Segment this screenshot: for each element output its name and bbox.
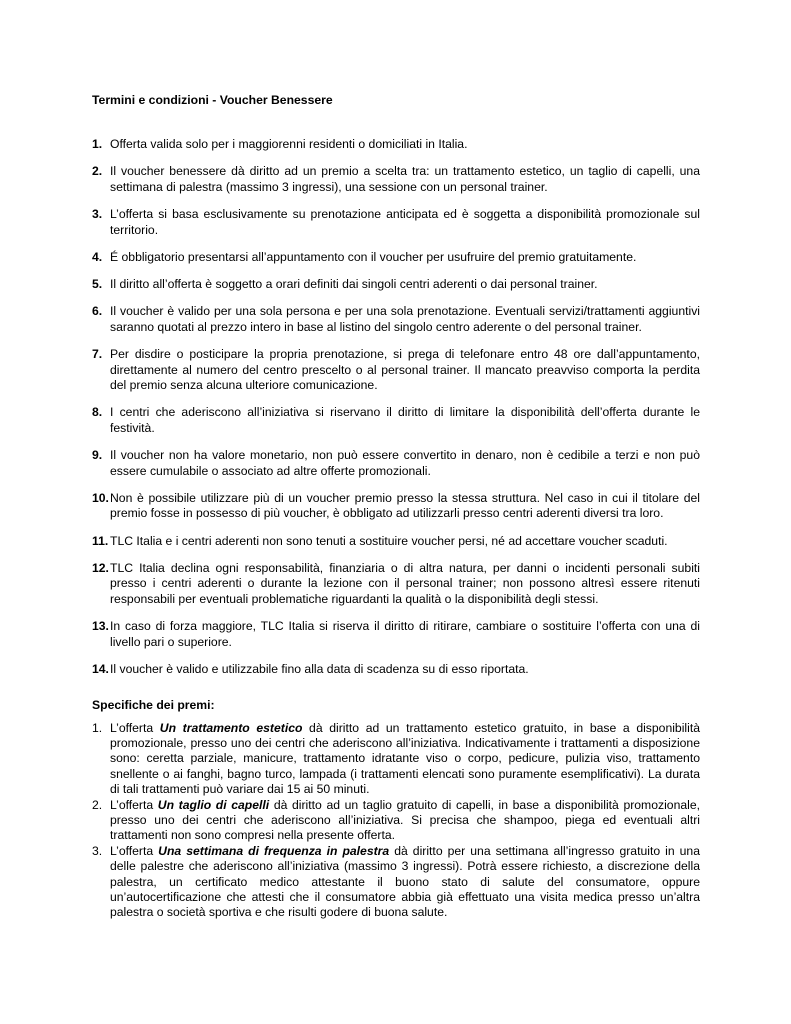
terms-list (92, 137, 700, 678)
document-title: Termini e condizioni - Voucher Benessere (92, 93, 333, 107)
term-number: 10. (92, 490, 109, 505)
term-number: 5. (92, 276, 103, 291)
term-number: 1. (92, 137, 103, 151)
term-number: 8. (92, 405, 103, 420)
term-number: 12. (92, 560, 109, 575)
spec-item (92, 798, 700, 844)
spec-text-post: dà diritto ad un taglio gratuito di capelli, in base a disponibilità promozionale, presso uno dei centri che aderiscono all’iniziativa. Si precisa che shampoo, piega ed eventuali altri trattamenti non sono compresi nella presente offerta. (110, 797, 700, 843)
term-item (92, 304, 700, 335)
spec-text-post: dà diritto per una settimana all’ingresso gratuito in una delle palestre che aderiscono all’iniziativa (massimo 3 ingressi). Potrà essere richiesto, a discrezione della palestra, un certificato medico attestante il buono stato di salute del consumatore, oppure un’autocertificazione che attesti che il consumatore abbia già effettuato una visita medica presso un’altra palestra o società sportiva e che risulti godere di buona salute. (110, 843, 700, 920)
spec-offer-name: Una settimana di frequenza in palestra (158, 843, 390, 858)
term-text: Il voucher è valido per una sola persona e per una sola prenotazione. Eventuali servizi/trattamenti aggiuntivi saranno quotati al prezzo intero in base al listino del singolo centro aderente o del personal trainer. (110, 304, 700, 334)
term-text: Per disdire o posticipare la propria prenotazione, si prega di telefonare entro 48 ore dall’appuntamento, direttamente al numero del centro prescelto o al personal trainer. Il mancato preavviso comporta la perdita del premio senza alcuna ulteriore comunicazione. (110, 346, 700, 393)
term-text: Il diritto all’offerta è soggetto a orari definiti dai singoli centri aderenti o dai personal trainer. (110, 276, 598, 291)
term-text: I centri che aderiscono all’iniziativa si riservano il diritto di limitare la disponibilità dell’offerta durante le festività. (110, 405, 700, 435)
term-text: TLC Italia e i centri aderenti non sono tenuti a sostituire voucher persi, né ad accettare voucher scaduti. (110, 533, 668, 548)
spec-number: 2. (92, 797, 103, 812)
term-number: 3. (92, 206, 103, 221)
specs-title: Specifiche dei premi: (92, 697, 215, 712)
term-number: 7. (92, 346, 103, 361)
term-text: L’offerta si basa esclusivamente su prenotazione anticipata ed è soggetta a disponibilità promozionale sul territorio. (110, 206, 700, 237)
spec-text-pre: L’offerta (110, 843, 159, 858)
specs-list (92, 721, 700, 921)
spec-offer-name: Un trattamento estetico (159, 720, 303, 735)
spec-text (110, 798, 700, 844)
term-text: Il voucher è valido e utilizzabile fino alla data di scadenza su di esso riportata. (110, 661, 529, 676)
term-text: Il voucher non ha valore monetario, non può essere convertito in denaro, non è cedibile a terzi e non può essere cumulabile o associato ad altre offerte promozionali. (110, 448, 700, 478)
term-item (92, 277, 700, 293)
term-number: 2. (92, 164, 103, 179)
term-item (92, 250, 700, 266)
spec-text (110, 721, 700, 798)
spec-text-pre: L’offerta (110, 720, 160, 735)
term-item (92, 405, 700, 436)
spec-text-post: dà diritto ad un trattamento estetico gratuito, in base a disponibilità promozionale, presso uno dei centri che aderiscono all’iniziativa. Indicativamente i trattamenti a disposizione sono: ceretta parziale, manicure, trattamento idratante viso o corpo, pedicure, pulizia viso, trattamento snellente o ai fanghi, bagno turco, lampada (i trattamenti elencati sono puramente esemplificativi). La durata di tali trattamenti può variare dai 15 ai 50 minuti. (110, 720, 701, 797)
term-item (92, 662, 700, 678)
spec-offer-name: Un taglio di capelli (157, 797, 270, 812)
term-number: 4. (92, 249, 103, 264)
term-item (92, 561, 700, 608)
spec-number: 1. (92, 720, 103, 735)
term-number: 6. (92, 304, 103, 319)
term-item (92, 164, 700, 195)
term-item (92, 619, 700, 650)
term-text: Non è possibile utilizzare più di un voucher premio presso la stessa struttura. Nel caso in cui il titolare del premio fosse in possesso di più voucher, è obbligato ad utilizzarli presso centri aderenti diversi tra loro. (110, 490, 700, 521)
term-text: Il voucher benessere dà diritto ad un premio a scelta tra: un trattamento estetico, un taglio di capelli, una settimana di palestra (massimo 3 ingressi), una sessione con un personal trainer. (110, 164, 700, 194)
spec-number: 3. (92, 843, 103, 858)
spec-text (110, 844, 700, 921)
term-text: Offerta valida solo per i maggiorenni residenti o domiciliati in Italia. (110, 137, 468, 151)
term-item (92, 137, 700, 153)
term-item (92, 491, 700, 522)
spec-item (92, 721, 700, 798)
term-item (92, 347, 700, 394)
term-number: 13. (92, 619, 109, 634)
term-number: 11. (92, 533, 109, 548)
term-number: 9. (92, 448, 103, 463)
spec-text-pre: L’offerta (110, 797, 158, 812)
term-item (92, 207, 700, 238)
term-text: TLC Italia declina ogni responsabilità, finanziaria o di altra natura, per danni o incidenti personali subiti presso i centri aderenti o durante la lezione con il personal trainer; non possono altresì essere ritenuti responsabili per eventuali problematiche riguardanti la qualità o la disponibilità degli stessi. (110, 560, 700, 606)
term-item (92, 448, 700, 479)
term-text: É obbligatorio presentarsi all’appuntamento con il voucher per usufruire del premio gratuitamente. (110, 249, 637, 264)
term-text: In caso di forza maggiore, TLC Italia si riserva il diritto di ritirare, cambiare o sostituire l’offerta con una di livello pari o superiore. (110, 619, 700, 649)
spec-item (92, 844, 700, 921)
term-item (92, 534, 700, 550)
term-number: 14. (92, 661, 109, 676)
